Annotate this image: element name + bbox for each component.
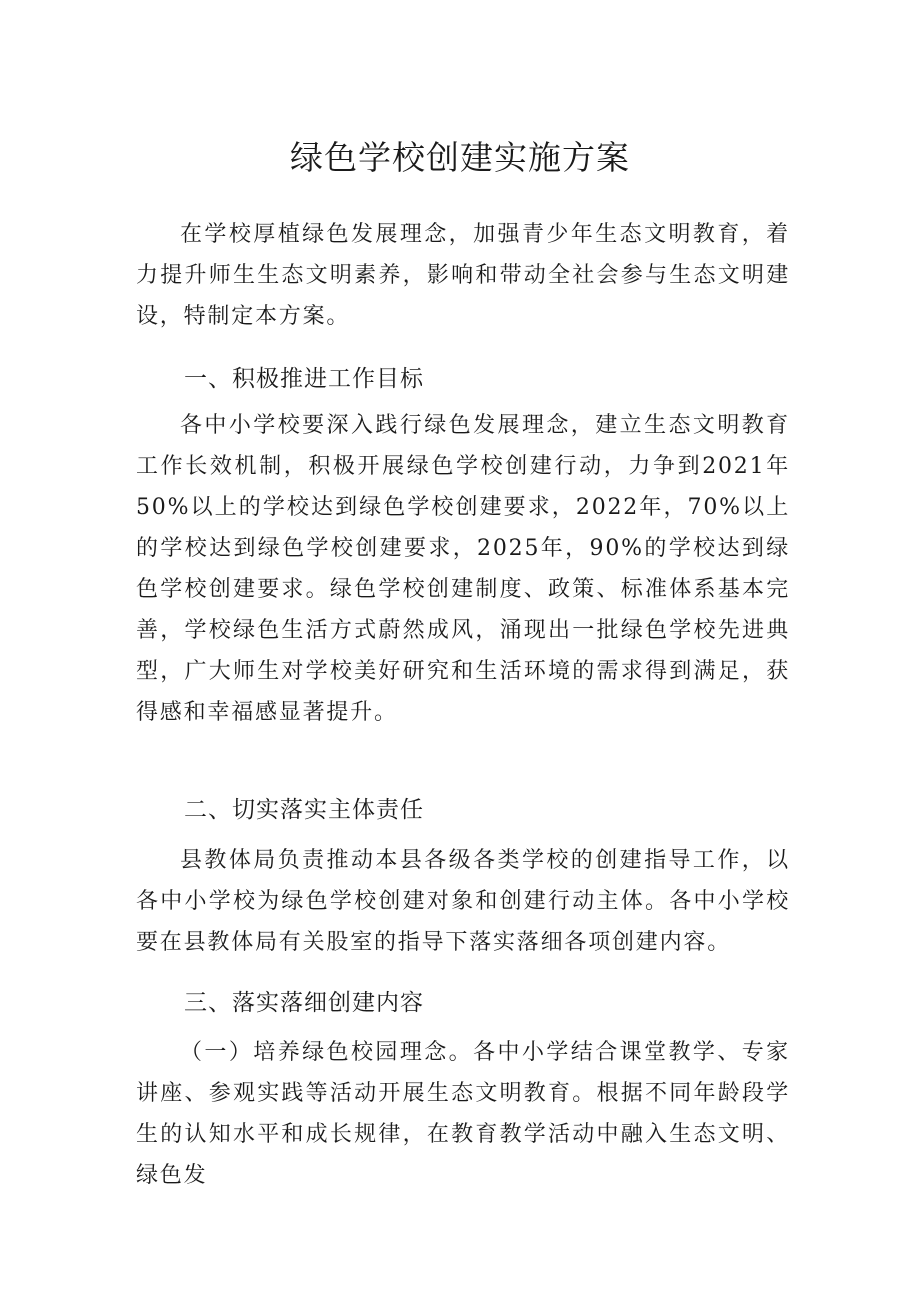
section-1-heading: 一、积极推进工作目标	[184, 366, 424, 392]
intro-paragraph: 在学校厚植绿色发展理念，加强青少年生态文明教育，着力提升师生生态文明素养，影响和带动全社会参与生态文明建设，特制定本方案。	[136, 222, 790, 329]
section-2-heading: 二、切实落实主体责任	[184, 797, 424, 823]
section-3-heading: 三、落实落细创建内容	[184, 990, 424, 1016]
section-1-paragraph: 各中小学校要深入践行绿色发展理念，建立生态文明教育工作长效机制，积极开展绿色学校创建行动，力争到2021年50%以上的学校达到绿色学校创建要求，2022年，70%以上的学校达到绿色学校创建要求，2025年，90%的学校达到绿色学校创建要求。绿色学校创建制度、政策、标准体系基本完善，学校绿色生活方式蔚然成风，涌现出一批绿色学校先进典型，广大师生对学校美好研究和生活环境的需求得到满足，获得感和幸福感显著提升。	[136, 413, 790, 725]
document-title: 绿色学校创建实施方案	[290, 138, 630, 177]
section-3-paragraph: （一）培养绿色校园理念。各中小学结合课堂教学、专家讲座、参观实践等活动开展生态文明教育。根据不同年龄段学生的认知水平和成长规律，在教育教学活动中融入生态文明、绿色发	[136, 1040, 790, 1188]
section-2-paragraph: 县教体局负责推动本县各级各类学校的创建指导工作，以各中小学校为绿色学校创建对象和创建行动主体。各中小学校要在县教体局有关股室的指导下落实落细各项创建内容。	[136, 848, 790, 955]
